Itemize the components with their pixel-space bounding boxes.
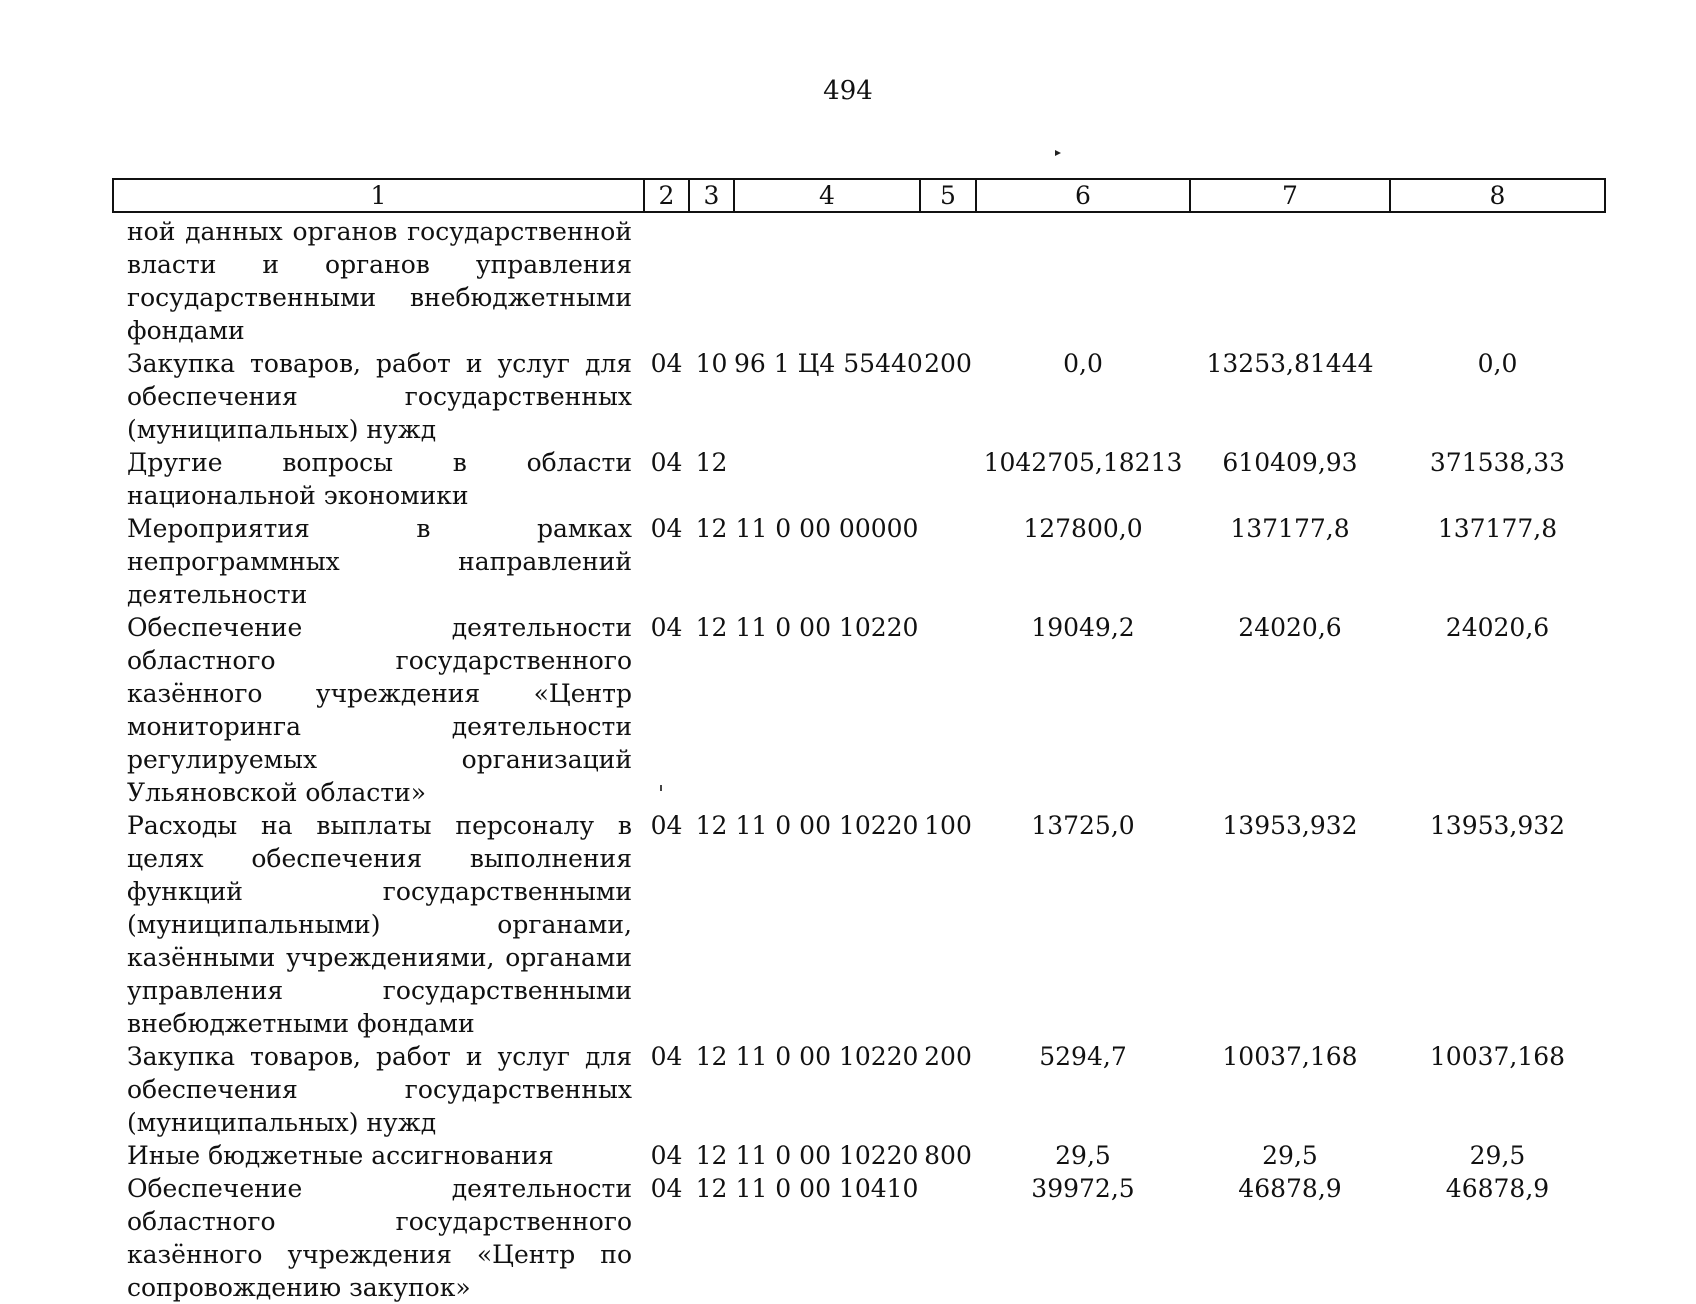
row-amount-col7: 610409,93 xyxy=(1222,448,1358,477)
row-amount-col7: 10037,168 xyxy=(1222,1042,1358,1071)
row-expense-type xyxy=(920,611,976,809)
header-col-3: 3 xyxy=(689,179,734,212)
row-section: 04 xyxy=(650,349,683,378)
row-amount-col8: 24020,6 xyxy=(1445,613,1550,642)
row-name: Обеспечение деятельности областного государственного казённого учреждения «Центр по сопровождению закупок» xyxy=(127,1174,632,1302)
row-amount-col8: 137177,8 xyxy=(1437,514,1558,543)
row-subsection: 12 xyxy=(695,613,728,642)
row-section: 04 xyxy=(650,1042,683,1071)
table-header xyxy=(113,179,1605,212)
row-amount-col6: 0,0 xyxy=(1063,349,1103,378)
row-amount-col7: 24020,6 xyxy=(1238,613,1342,642)
table-row xyxy=(113,347,1605,446)
row-amount-col7: 29,5 xyxy=(1262,1141,1318,1170)
table-body xyxy=(113,212,1605,1304)
row-name: Иные бюджетные ассигнования xyxy=(127,1141,554,1170)
table-row xyxy=(113,512,1605,611)
header-col-7: 7 xyxy=(1190,179,1390,212)
row-expense-type: 200 xyxy=(924,1042,972,1071)
header-col-4: 4 xyxy=(734,179,920,212)
row-target-code: 96 1 Ц4 55440 xyxy=(734,349,923,378)
row-section: 04 xyxy=(650,448,683,477)
row-amount-col6: 13725,0 xyxy=(1031,811,1135,840)
row-amount-col7: 13253,81444 xyxy=(1206,349,1374,378)
row-amount-col8: 13953,932 xyxy=(1429,811,1566,840)
table-row xyxy=(113,1139,1605,1172)
row-expense-type xyxy=(920,212,976,347)
row-amount-col6: 1042705,18213 xyxy=(983,448,1183,477)
header-col-8: 8 xyxy=(1390,179,1605,212)
row-section: 04 xyxy=(650,613,683,642)
row-amount-col8: 46878,9 xyxy=(1445,1174,1550,1203)
row-target-code: 11 0 00 00000 xyxy=(735,514,919,543)
table-row xyxy=(113,1172,1605,1304)
header-col-5: 5 xyxy=(920,179,976,212)
row-target-code: 11 0 00 10220 xyxy=(735,613,919,642)
budget-table xyxy=(112,178,1606,1304)
row-expense-type: 800 xyxy=(924,1141,972,1170)
row-subsection: 12 xyxy=(695,811,728,840)
header-col-2: 2 xyxy=(644,179,689,212)
row-amount-col6: 39972,5 xyxy=(1031,1174,1135,1203)
row-subsection: 12 xyxy=(695,514,728,543)
header-col-6: 6 xyxy=(976,179,1190,212)
header-row xyxy=(113,179,1605,212)
row-section xyxy=(644,212,689,347)
row-amount-col6 xyxy=(976,212,1190,347)
row-name: Расходы на выплаты персоналу в целях обеспечения выполнения функций государственными (муниципальными) органами, казёнными учреждениями, органами управления государственными внебюджетными фондами xyxy=(127,811,632,1038)
row-name: Другие вопросы в области национальной экономики xyxy=(127,448,632,510)
row-target-code: 11 0 00 10220 xyxy=(735,811,919,840)
row-target-code xyxy=(734,212,920,347)
row-section: 04 xyxy=(650,1141,683,1170)
row-amount-col7: 46878,9 xyxy=(1238,1174,1342,1203)
row-subsection: 10 xyxy=(695,349,728,378)
scan-mark xyxy=(1055,150,1061,156)
row-expense-type xyxy=(920,1172,976,1304)
table-row xyxy=(113,212,1605,347)
row-name: Закупка товаров, работ и услуг для обеспечения государственных (муниципальных) нужд xyxy=(127,1042,632,1137)
row-target-code: 11 0 00 10410 xyxy=(735,1174,919,1203)
row-section: 04 xyxy=(650,514,683,543)
row-amount-col8: 371538,33 xyxy=(1429,448,1566,477)
row-amount-col6: 19049,2 xyxy=(1031,613,1135,642)
row-expense-type xyxy=(920,512,976,611)
row-amount-col6: 5294,7 xyxy=(1039,1042,1127,1071)
row-name: Закупка товаров, работ и услуг для обеспечения государственных (муниципальных) нужд xyxy=(127,349,632,444)
row-subsection xyxy=(689,212,734,347)
table-row xyxy=(113,1040,1605,1139)
row-amount-col8: 0,0 xyxy=(1477,349,1518,378)
row-target-code: 11 0 00 10220 xyxy=(735,1141,919,1170)
row-target-code xyxy=(734,446,920,512)
row-name: ной данных органов государственной власти и органов управления государственными внебюджетными фондами xyxy=(127,217,632,345)
header-col-1: 1 xyxy=(113,179,644,212)
page-number: 494 xyxy=(823,76,873,106)
table-row xyxy=(113,446,1605,512)
row-name: Обеспечение деятельности областного государственного казённого учреждения «Центр мониторинга деятельности регулируемых организаций Ульяновской области» xyxy=(127,613,632,807)
row-expense-type xyxy=(920,446,976,512)
row-amount-col8: 29,5 xyxy=(1469,1141,1526,1170)
row-subsection: 12 xyxy=(695,1042,728,1071)
row-amount-col8 xyxy=(1390,212,1605,347)
row-amount-col7 xyxy=(1190,212,1390,347)
row-expense-type: 200 xyxy=(924,349,972,378)
row-name: Мероприятия в рамках непрограммных направлений деятельности xyxy=(127,514,632,609)
row-subsection: 12 xyxy=(695,448,728,477)
row-amount-col6: 29,5 xyxy=(1055,1141,1111,1170)
table-row xyxy=(113,611,1605,809)
row-section: 04 xyxy=(650,1174,683,1203)
row-section: 04 xyxy=(650,811,683,840)
row-target-code: 11 0 00 10220 xyxy=(735,1042,919,1071)
row-amount-col7: 13953,932 xyxy=(1222,811,1358,840)
row-expense-type: 100 xyxy=(924,811,972,840)
table-row xyxy=(113,809,1605,1040)
row-amount-col8: 10037,168 xyxy=(1429,1042,1566,1071)
row-amount-col7: 137177,8 xyxy=(1230,514,1350,543)
row-amount-col6: 127800,0 xyxy=(1023,514,1143,543)
row-subsection: 12 xyxy=(695,1174,728,1203)
row-subsection: 12 xyxy=(695,1141,728,1170)
